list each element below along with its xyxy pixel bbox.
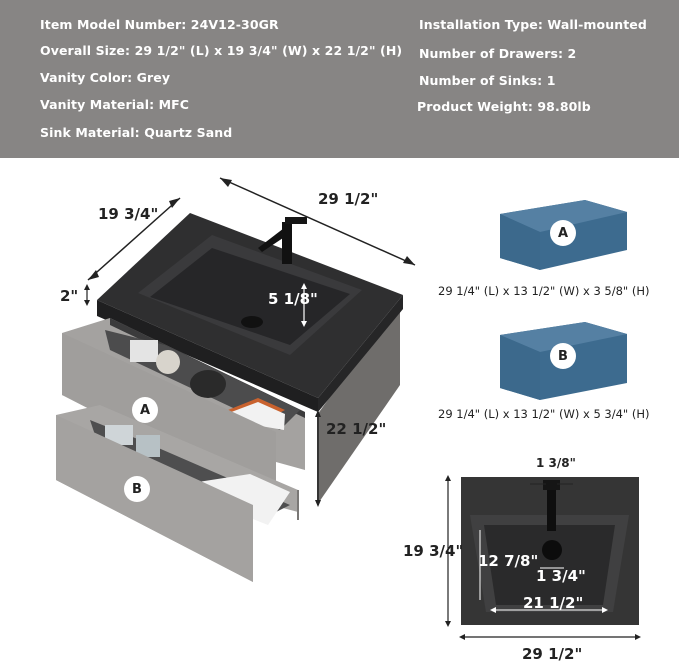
drawer-a-item-1 — [130, 340, 158, 362]
spec-installation: Installation Type: Wall-mounted — [419, 17, 647, 32]
box-a-dimensions: 29 1/4" (L) x 13 1/2" (W) x 3 5/8" (H) — [438, 284, 650, 298]
label-width: 29 1/2" — [318, 190, 379, 208]
box-b-label: B — [558, 349, 568, 364]
top-view-drain — [542, 540, 562, 560]
spec-weight: Product Weight: 98.80lb — [417, 99, 591, 114]
label-height: 22 1/2" — [326, 420, 387, 438]
spec-model: Item Model Number: 24V12-30GR — [40, 17, 279, 32]
label-drain: 1 3/4" — [536, 567, 586, 585]
top-view-faucet — [547, 483, 556, 531]
label-depth: 19 3/4" — [98, 205, 159, 223]
drawer-a-label: A — [140, 403, 151, 418]
faucet-handle — [285, 217, 307, 224]
label-faucet-hole: 1 3/8" — [536, 456, 576, 470]
box-b-dimensions: 29 1/4" (L) x 13 1/2" (W) x 5 3/4" (H) — [438, 407, 650, 421]
spec-drawers: Number of Drawers: 2 — [419, 46, 577, 61]
spec-material: Vanity Material: MFC — [40, 97, 190, 112]
label-top-width: 29 1/2" — [522, 645, 583, 663]
label-basin-depth: 5 1/8" — [268, 290, 318, 308]
spec-color: Vanity Color: Grey — [40, 70, 171, 85]
drawer-a-item-2 — [156, 350, 180, 374]
spec-sink-material: Sink Material: Quartz Sand — [40, 125, 233, 140]
spec-sinks: Number of Sinks: 1 — [419, 73, 556, 88]
label-basin-depth-top: 12 7/8" — [478, 552, 539, 570]
drain-hole — [241, 316, 263, 328]
spec-size: Overall Size: 29 1/2" (L) x 19 3/4" (W) x 22 1/2" (H) — [40, 43, 403, 58]
drawer-a-item-3 — [190, 370, 226, 398]
label-top-thickness: 2" — [60, 287, 79, 305]
box-a-label: A — [558, 226, 569, 241]
drawer-b-label: B — [132, 482, 142, 497]
label-top-depth: 19 3/4" — [403, 542, 464, 560]
label-basin-width: 21 1/2" — [523, 594, 584, 612]
